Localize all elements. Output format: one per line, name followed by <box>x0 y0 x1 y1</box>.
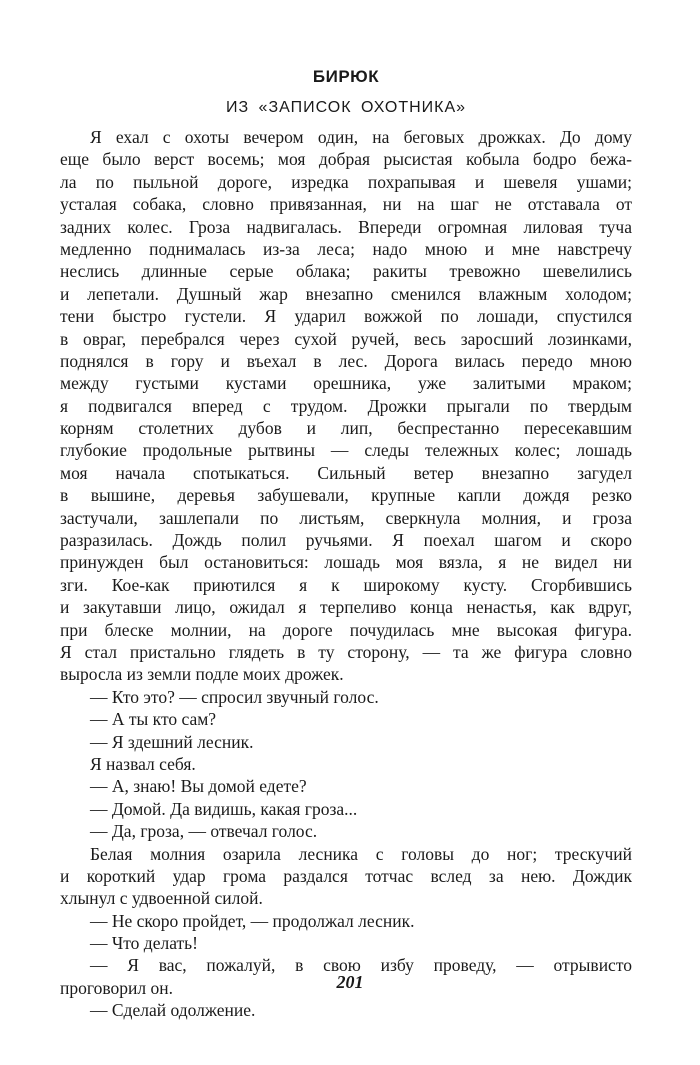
text-line: моя начала спотыкаться. Сильный ветер внезапно загудел <box>60 462 632 483</box>
text-line: принужден был остановиться: лошадь моя вязла, я не видел ни <box>60 552 632 573</box>
text-line: задних колес. Гроза надвигалась. Впереди огромная лиловая туча <box>60 216 632 237</box>
text-line: и закутавши лицо, ожидал я терпеливо конца ненастья, как вдруг, <box>60 597 632 618</box>
paragraph <box>60 798 632 820</box>
text-line: хлынул с удвоенной силой. <box>60 888 263 909</box>
text-line: я подвигался вперед с трудом. Дрожки прыгали по твердым <box>60 395 632 416</box>
text-line: при блеске молнии, на дороге почудилась мне высокая фигура. <box>60 619 632 640</box>
text-line: и лепетали. Душный жар внезапно сменился влажным холодом; <box>60 283 632 304</box>
paragraph <box>60 820 632 842</box>
text-line: Я назвал себя. <box>90 753 196 774</box>
text-line: — Не скоро пройдет, — продолжал лесник. <box>90 910 415 931</box>
text-line: корням столетних дубов и лип, беспрестанно пересекавшим <box>60 418 632 439</box>
paragraph <box>60 686 632 708</box>
text-line: — Что делать! <box>90 933 198 954</box>
text-line: проговорил он. <box>60 977 173 998</box>
text-line: ла по пыльной дороге, изредка похрапывая и шевеля ушами; <box>60 171 632 192</box>
text-line: тени быстро густели. Я ударил вожжой по лошади, спустился <box>60 306 632 327</box>
page-number: 201 <box>336 972 364 992</box>
text-line: — Я вас, пожалуй, в свою избу проведу, — отрывисто <box>90 955 632 976</box>
text-line: — Сделай одолжение. <box>90 1000 256 1021</box>
text-line: глубокие продольные рытвины — следы тележных колес; лошадь <box>60 440 632 461</box>
text-line: Я стал пристально глядеть в ту сторону, — та же фигура словно <box>60 641 632 662</box>
text-line: — Домой. Да видишь, какая гроза... <box>90 798 358 819</box>
paragraph <box>60 932 632 954</box>
paragraph <box>60 753 632 775</box>
text-line: между густыми кустами орешника, уже залитыми мраком; <box>60 373 632 394</box>
page-title: БИРЮК <box>312 67 380 86</box>
text-line: застучали, зашлепали по листьям, сверкнула молния, и гроза <box>60 507 632 528</box>
paragraph <box>60 775 632 797</box>
text-line: усталая собака, словно привязанная, ни на шаг не отставала от <box>60 194 632 215</box>
text-line: Белая молния озарила лесника с головы до ног; трескучий <box>90 843 632 864</box>
text-line: Я ехал с охоты вечером один, на беговых дрожках. До дому <box>90 127 632 147</box>
text-line: еще было верст восемь; моя добрая рысистая кобыла бодро бежа- <box>60 149 632 170</box>
text-line: — А ты кто сам? <box>90 709 217 730</box>
text-line: неслись длинные серые облака; ракиты тревожно шевелились <box>60 261 632 282</box>
page-content <box>60 64 632 1022</box>
text-line: разразилась. Дождь полил ручьями. Я поехал шагом и скоро <box>60 530 632 551</box>
text-line: зги. Кое-как приютился я к широкому кусту. Сгорбившись <box>60 574 632 595</box>
paragraph <box>60 126 632 686</box>
text-line: выросла из земли подле моих дрожек. <box>60 664 344 685</box>
text-line: в овраг, перебрался через сухой ручей, весь заросший лозинками, <box>60 328 632 349</box>
paragraph <box>60 708 632 730</box>
text-line: и короткий удар грома раздался тотчас вслед за нею. Дождик <box>60 865 632 886</box>
text-line: поднялся в гору и въехал в лес. Дорога вилась передо мною <box>60 350 632 371</box>
text-line: — А, знаю! Вы домой едете? <box>90 776 307 797</box>
text-line: медленно поднималась из-за леса; надо мною и мне навстречу <box>60 238 632 259</box>
text-line: в вышине, деревья забушевали, крупные капли дождя резко <box>60 485 632 506</box>
text-line: — Кто это? — спросил звучный голос. <box>90 686 379 707</box>
text-line: — Да, гроза, — отвечал голос. <box>90 821 318 842</box>
paragraph <box>60 843 632 910</box>
text-line: — Я здешний лесник. <box>90 731 254 752</box>
paragraph <box>60 910 632 932</box>
body-text <box>60 126 632 1022</box>
paragraph <box>60 731 632 753</box>
page-subtitle: ИЗ «ЗАПИСОК ОХОТНИКА» <box>225 99 467 116</box>
paragraph <box>60 999 632 1021</box>
